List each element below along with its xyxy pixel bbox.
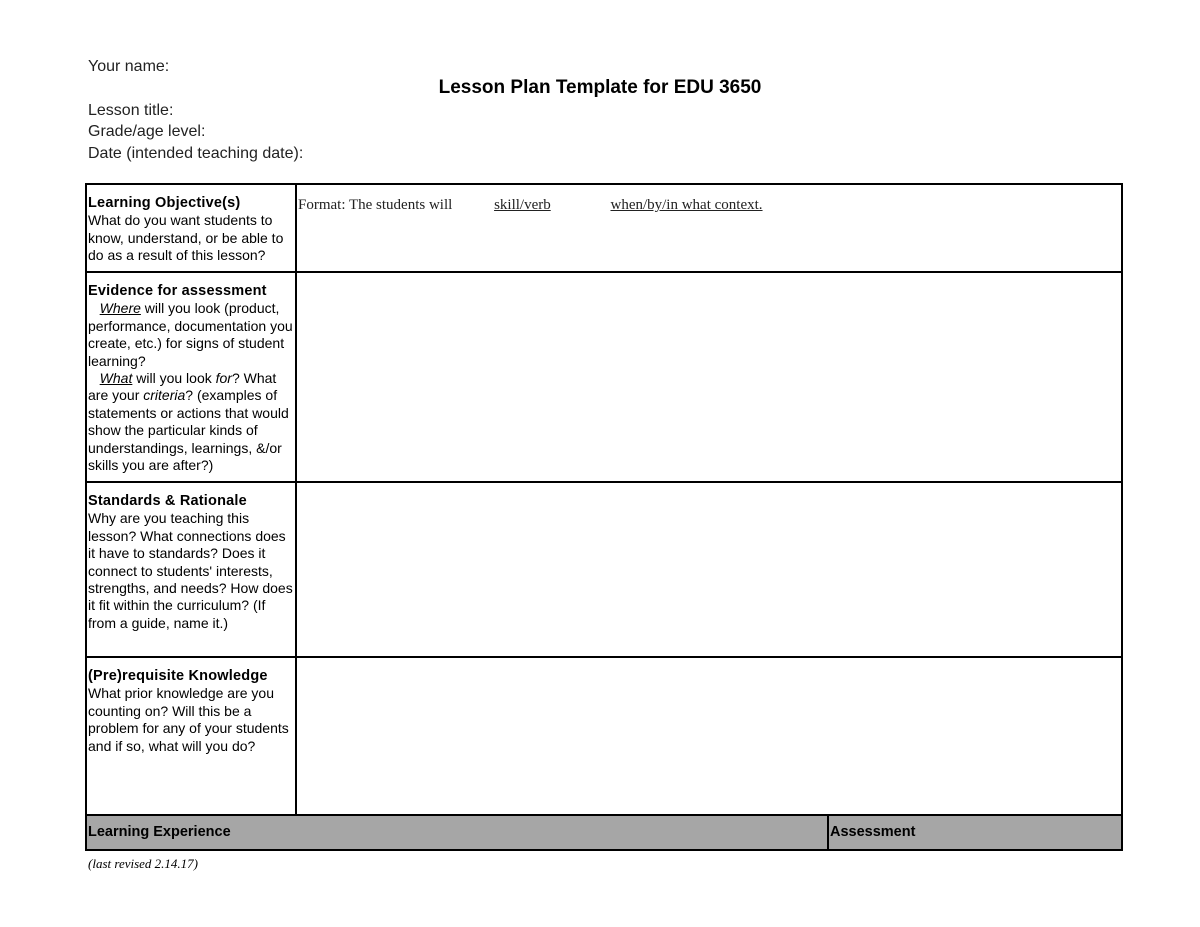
evidence-what-prompt	[88, 370, 295, 474]
date-label: Date (intended teaching date):	[88, 145, 304, 162]
learning-objectives-heading: Learning Objective(s)	[88, 195, 241, 211]
what-word: What	[99, 370, 133, 387]
standards-prompt: Why are you teaching this lesson? What connections does it have to standards? Does it connect to students' interests, strengths, and needs? How does it fit within the curriculum? (If from a guide, name it.)	[88, 510, 293, 631]
prerequisite-heading: (Pre)requisite Knowledge	[88, 668, 268, 684]
learning-objectives-prompt: What do you want students to know, understand, or be able to do as a result of this lesson?	[88, 212, 284, 264]
where-text: will you look (product, performance, documentation you create, etc.) for signs of student learning?	[88, 300, 293, 369]
standards-answer-cell[interactable]	[297, 483, 1121, 656]
evidence-heading: Evidence for assessment	[88, 283, 267, 299]
prerequisite-prompt: What prior knowledge are you counting on? Will this be a problem for any of your students and if so, what will you do?	[88, 685, 289, 754]
learning-experience-header: Learning Experience	[88, 824, 231, 840]
evidence-label-cell	[87, 273, 297, 481]
objective-format-hint	[298, 196, 763, 214]
prerequisite-answer-cell[interactable]	[297, 658, 1121, 814]
what-text-2: ? What are your	[88, 370, 277, 404]
lesson-plan-table	[85, 183, 1123, 851]
row-prerequisite-knowledge	[87, 658, 1121, 816]
evidence-answer-cell[interactable]	[297, 273, 1121, 481]
criteria-word: criteria	[143, 387, 186, 404]
for-word: for	[215, 370, 232, 387]
row-evidence-assessment	[87, 273, 1121, 483]
standards-heading: Standards & Rationale	[88, 493, 247, 509]
assessment-header: Assessment	[830, 824, 916, 840]
evidence-where-prompt	[88, 300, 295, 370]
where-word: Where	[99, 300, 141, 317]
learning-objectives-answer-cell[interactable]	[297, 185, 1121, 271]
name-field-label: Your name:	[88, 58, 170, 75]
row-learning-objectives	[87, 185, 1121, 273]
revision-note: (last revised 2.14.17)	[88, 856, 198, 871]
format-context: when/by/in what context.	[610, 197, 763, 213]
row-learning-experience-header	[87, 816, 1121, 849]
format-prefix: Format: The students will	[298, 197, 453, 213]
lesson-title-label: Lesson title:	[88, 102, 174, 119]
row-standards-rationale	[87, 483, 1121, 658]
prerequisite-label-cell	[87, 658, 297, 814]
format-skill-verb: skill/verb	[494, 197, 551, 213]
standards-label-cell	[87, 483, 297, 656]
page-title: Lesson Plan Template for EDU 3650	[438, 77, 762, 98]
what-text-1: will you look	[132, 370, 216, 387]
what-text-3: ? (examples of statements or actions that would show the particular kinds of understandings, learnings, &/or skills you are after?)	[88, 387, 289, 474]
grade-level-label: Grade/age level:	[88, 123, 206, 140]
learning-objectives-label-cell	[87, 185, 297, 271]
